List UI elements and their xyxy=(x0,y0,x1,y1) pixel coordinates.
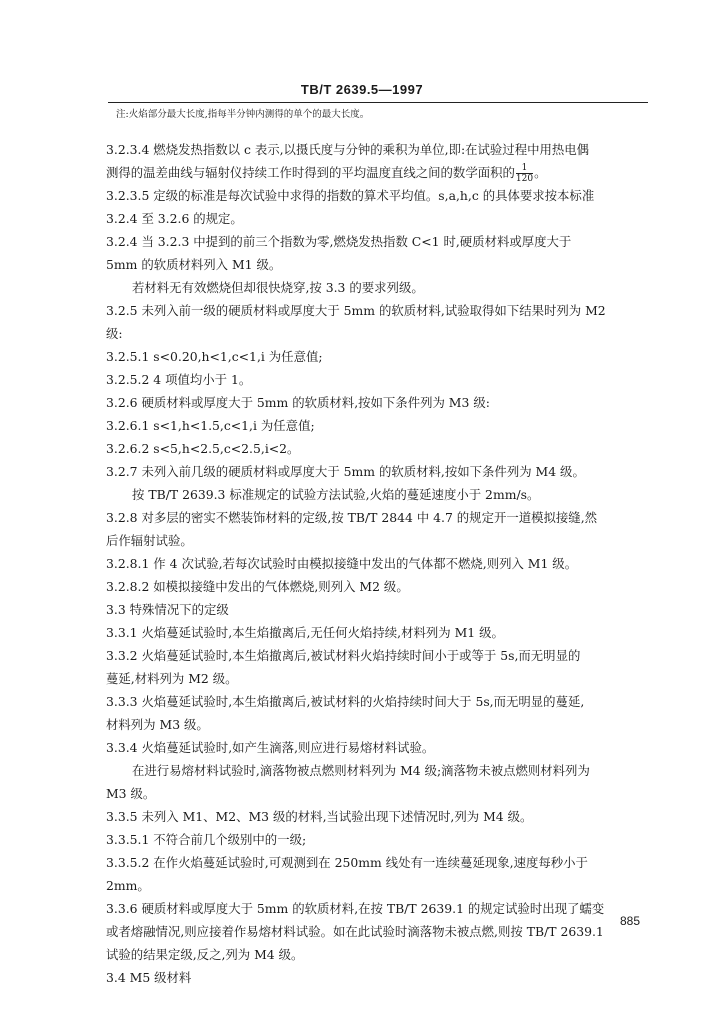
text-line: 或者熔融情况,则应接着作易熔材料试验。如在此试验时滴落物未被点燃,则按 TB/T 2639.1 xyxy=(106,924,604,939)
body-text xyxy=(106,108,652,989)
text-line: M3 级。 xyxy=(106,786,156,801)
text-line: 3.3.4 火焰蔓延试验时,如产生滴落,则应进行易熔材料试验。 xyxy=(106,740,435,755)
text-line: 3.3.1 火焰蔓延试验时,本生焰撤离后,无任何火焰持续,材料列为 M1 级。 xyxy=(106,625,504,640)
text-line: 3.2.6 硬质材料或厚度大于 5mm 的软质材料,按如下条件列为 M3 级: xyxy=(106,395,490,410)
text-line: 3.3.6 硬质材料或厚度大于 5mm 的软质材料,在按 TB/T 2639.1 的规定试验时出现了蠕变 xyxy=(106,901,605,916)
text-line: 按 TB/T 2639.3 标准规定的试验方法试验,火焰的蔓延速度小于 2mm/s。 xyxy=(132,487,540,502)
text-line: 5mm 的软质材料列入 M1 级。 xyxy=(106,257,282,272)
text-line: 在进行易熔材料试验时,滴落物被点燃则材料列为 M4 级;滴落物未被点燃则材料列为 xyxy=(132,763,590,778)
text-line: 3.3.2 火焰蔓延试验时,本生焰撤离后,被试材料火焰持续时间小于或等于 5s,而无明显的 xyxy=(106,648,581,663)
text-line: 3.3.3 火焰蔓延试验时,本生焰撤离后,被试材料的火焰持续时间大于 5s,而无明显的蔓延, xyxy=(106,694,585,709)
header-rule xyxy=(108,102,648,103)
table-footnote: 注:火焰部分最大长度,指每半分钟内测得的单个的最大长度。 xyxy=(116,109,370,120)
fraction-numerator: 1 xyxy=(521,163,528,173)
text-line: 3.2.8 对多层的密实不燃装饰材料的定级,按 TB/T 2844 中 4.7 的规定开一道模拟接缝,然 xyxy=(106,510,598,525)
text-line: 3.2.5 未列入前一级的硬质材料或厚度大于 5mm 的软质材料,试验取得如下结果时列为 M2 xyxy=(106,303,606,318)
text-line: 3.2.4 当 3.2.3 中提到的前三个指数为零,燃烧发热指数 C<1 时,硬质材料或厚度大于 xyxy=(106,234,572,249)
section-heading: 3.3 特殊情况下的定级 xyxy=(106,602,229,617)
text-line: 3.2.5.2 4 项值均小于 1。 xyxy=(106,372,252,387)
text-line: 后作辐射试验。 xyxy=(106,533,193,548)
text-fragment: 测得的温差曲线与辐射仪持续工作时得到的平均温度直线之间的数学面积的 xyxy=(106,165,515,180)
text-line: 3.2.7 未列入前几级的硬质材料或厚度大于 5mm 的软质材料,按如下条件列为 M4 级。 xyxy=(106,464,585,479)
text-line: 3.2.8.2 如模拟接缝中发出的气体燃烧,则列入 M2 级。 xyxy=(106,579,409,594)
text-line: 级: xyxy=(106,326,123,341)
text-line: 3.2.6.1 s<1,h<1.5,c<1,i 为任意值; xyxy=(106,418,315,433)
text-line: 3.2.6.2 s<5,h<2.5,c<2.5,i<2。 xyxy=(106,441,300,456)
fraction xyxy=(516,163,533,184)
text-line: 3.3.5 未列入 M1、M2、M3 级的材料,当试验出现下述情况时,列为 M4 级。 xyxy=(106,809,533,824)
text-line: 3.2.8.1 作 4 次试验,若每次试验时由模拟接缝中发出的气体都不燃烧,则列入 M1 级。 xyxy=(106,556,578,571)
page-number: 885 xyxy=(620,914,641,928)
text-line: 3.3.5.2 在作火焰蔓延试验时,可观测到在 250mm 线处有一连续蔓延现象,速度每秒小于 xyxy=(106,855,588,870)
fraction-denominator: 120 xyxy=(515,174,534,184)
text-line: 3.2.5.1 s<0.20,h<1,c<1,i 为任意值; xyxy=(106,349,323,364)
text-line: 2mm。 xyxy=(106,878,150,893)
text-line: 蔓延,材料列为 M2 级。 xyxy=(106,671,238,686)
text-fragment: 。 xyxy=(534,165,547,180)
text-line: 3.2.3.5 定级的标准是每次试验中求得的指数的算术平均值。s,a,h,c 的具体要求按本标准 xyxy=(106,188,595,203)
running-header: TB/T 2639.5—1997 xyxy=(300,82,424,97)
text-line: 3.2.3.4 燃烧发热指数以 c 表示,以摄氏度与分钟的乘积为单位,即:在试验过程中用热电偶 xyxy=(106,142,590,157)
section-heading: 3.4 M5 级材料 xyxy=(106,970,192,985)
text-line-with-fraction xyxy=(106,161,652,184)
text-line: 3.3.5.1 不符合前几个级别中的一级; xyxy=(106,832,307,847)
text-line: 若材料无有效燃烧但却很快烧穿,按 3.3 的要求列级。 xyxy=(132,280,424,295)
text-line: 3.2.4 至 3.2.6 的规定。 xyxy=(106,211,243,226)
text-line: 试验的结果定级,反之,列为 M4 级。 xyxy=(106,947,304,962)
text-line: 材料列为 M3 级。 xyxy=(106,717,209,732)
